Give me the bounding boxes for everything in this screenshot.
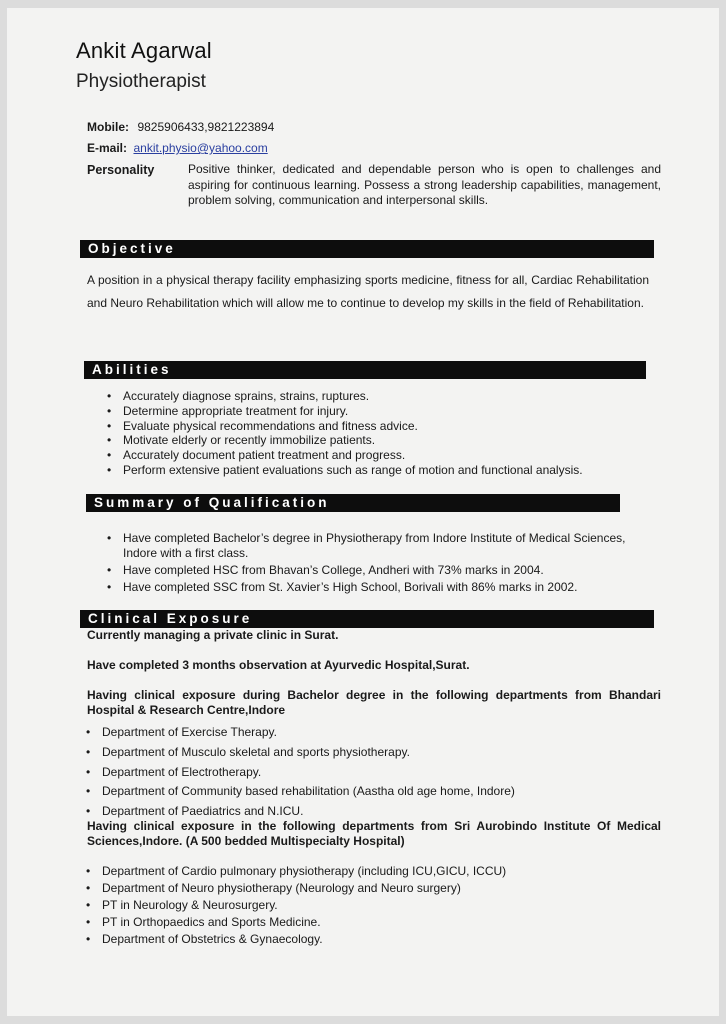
qualification-heading: Summary of Qualification — [86, 494, 620, 512]
list-item: • Determine appropriate treatment for injury. — [123, 404, 663, 419]
objective-heading: Objective — [80, 240, 654, 258]
list-item-text: Have completed Bachelor’s degree in Physiotherapy from Indore Institute of Medical Sciences, Indore with a first class. — [123, 531, 626, 560]
list-item: • Department of Paediatrics and N.ICU. — [102, 802, 662, 822]
clinical-list-bhandari — [102, 723, 662, 822]
clinical-list-aurobindo — [102, 863, 662, 948]
abilities-list — [123, 389, 663, 478]
personality-text: Positive thinker, dedicated and dependable person who is open to challenges and aspiring for continuous learning. Possess a strong leadership capabilities, management, problem solving, communication and interpersonal skills. — [188, 162, 661, 207]
list-item: • Department of Exercise Therapy. — [102, 723, 662, 743]
email-label: E-mail: — [87, 141, 128, 155]
list-item: • Have completed HSC from Bhavan’s College, Andheri with 73% marks in 2004. — [123, 563, 631, 578]
list-item — [123, 531, 631, 561]
list-item: • Accurately diagnose sprains, strains, ruptures. — [123, 389, 663, 404]
list-item: • Department of Neuro physiotherapy (Neurology and Neuro surgery) — [102, 880, 662, 897]
list-item: • Department of Cardio pulmonary physiotherapy (including ICU,GICU, ICCU) — [102, 863, 662, 880]
email-link[interactable]: ankit.physio@yahoo.com — [133, 141, 268, 155]
list-item: • PT in Neurology & Neurosurgery. — [102, 897, 662, 914]
personality-label: Personality — [87, 163, 155, 177]
clinical-line-aurobindo: Having clinical exposure in the following departments from Sri Aurobindo Institute Of Medical Sciences,Indore. (A 500 bedded Multispecialty Hospital) — [87, 819, 661, 848]
clinical-line-observation: Have completed 3 months observation at Ayurvedic Hospital,Surat. — [87, 658, 470, 672]
abilities-heading: Abilities — [84, 361, 646, 379]
objective-text: A position in a physical therapy facility emphasizing sports medicine, fitness for all, Cardiac Rehabilitation and Neuro Rehabilitation which will allow me to continue to develop my skills in the field of Rehabilitation. — [87, 273, 649, 310]
mobile-label: Mobile: — [87, 120, 129, 134]
qualification-list — [123, 531, 631, 595]
clinical-heading: Clinical Exposure — [80, 610, 654, 628]
candidate-name: Ankit Agarwal — [76, 38, 212, 63]
list-item: • Department of Community based rehabilitation (Aastha old age home, Indore) — [102, 782, 662, 802]
clinical-line-bhandari: Having clinical exposure during Bachelor degree in the following departments from Bhandari Hospital & Research Centre,Indore — [87, 688, 661, 717]
list-item: • Motivate elderly or recently immobilize patients. — [123, 433, 663, 448]
list-item: • Accurately document patient treatment and progress. — [123, 448, 663, 463]
email-row — [87, 139, 268, 157]
candidate-role: Physiotherapist — [76, 71, 206, 92]
list-item: • Evaluate physical recommendations and fitness advice. — [123, 419, 663, 434]
mobile-value: 9825906433,9821223894 — [137, 120, 275, 134]
list-item: • Department of Obstetrics & Gynaecology. — [102, 931, 662, 948]
list-item: • Have completed SSC from St. Xavier’s High School, Borivali with 86% marks in 2002. — [123, 580, 631, 595]
list-item: • Department of Musculo skeletal and sports physiotherapy. — [102, 743, 662, 763]
list-item: • Perform extensive patient evaluations such as range of motion and functional analysis. — [123, 463, 663, 478]
mobile-row — [87, 118, 274, 136]
list-item: • Department of Electrotherapy. — [102, 763, 662, 783]
clinical-line-current: Currently managing a private clinic in Surat. — [87, 628, 339, 642]
list-item: • PT in Orthopaedics and Sports Medicine. — [102, 914, 662, 931]
